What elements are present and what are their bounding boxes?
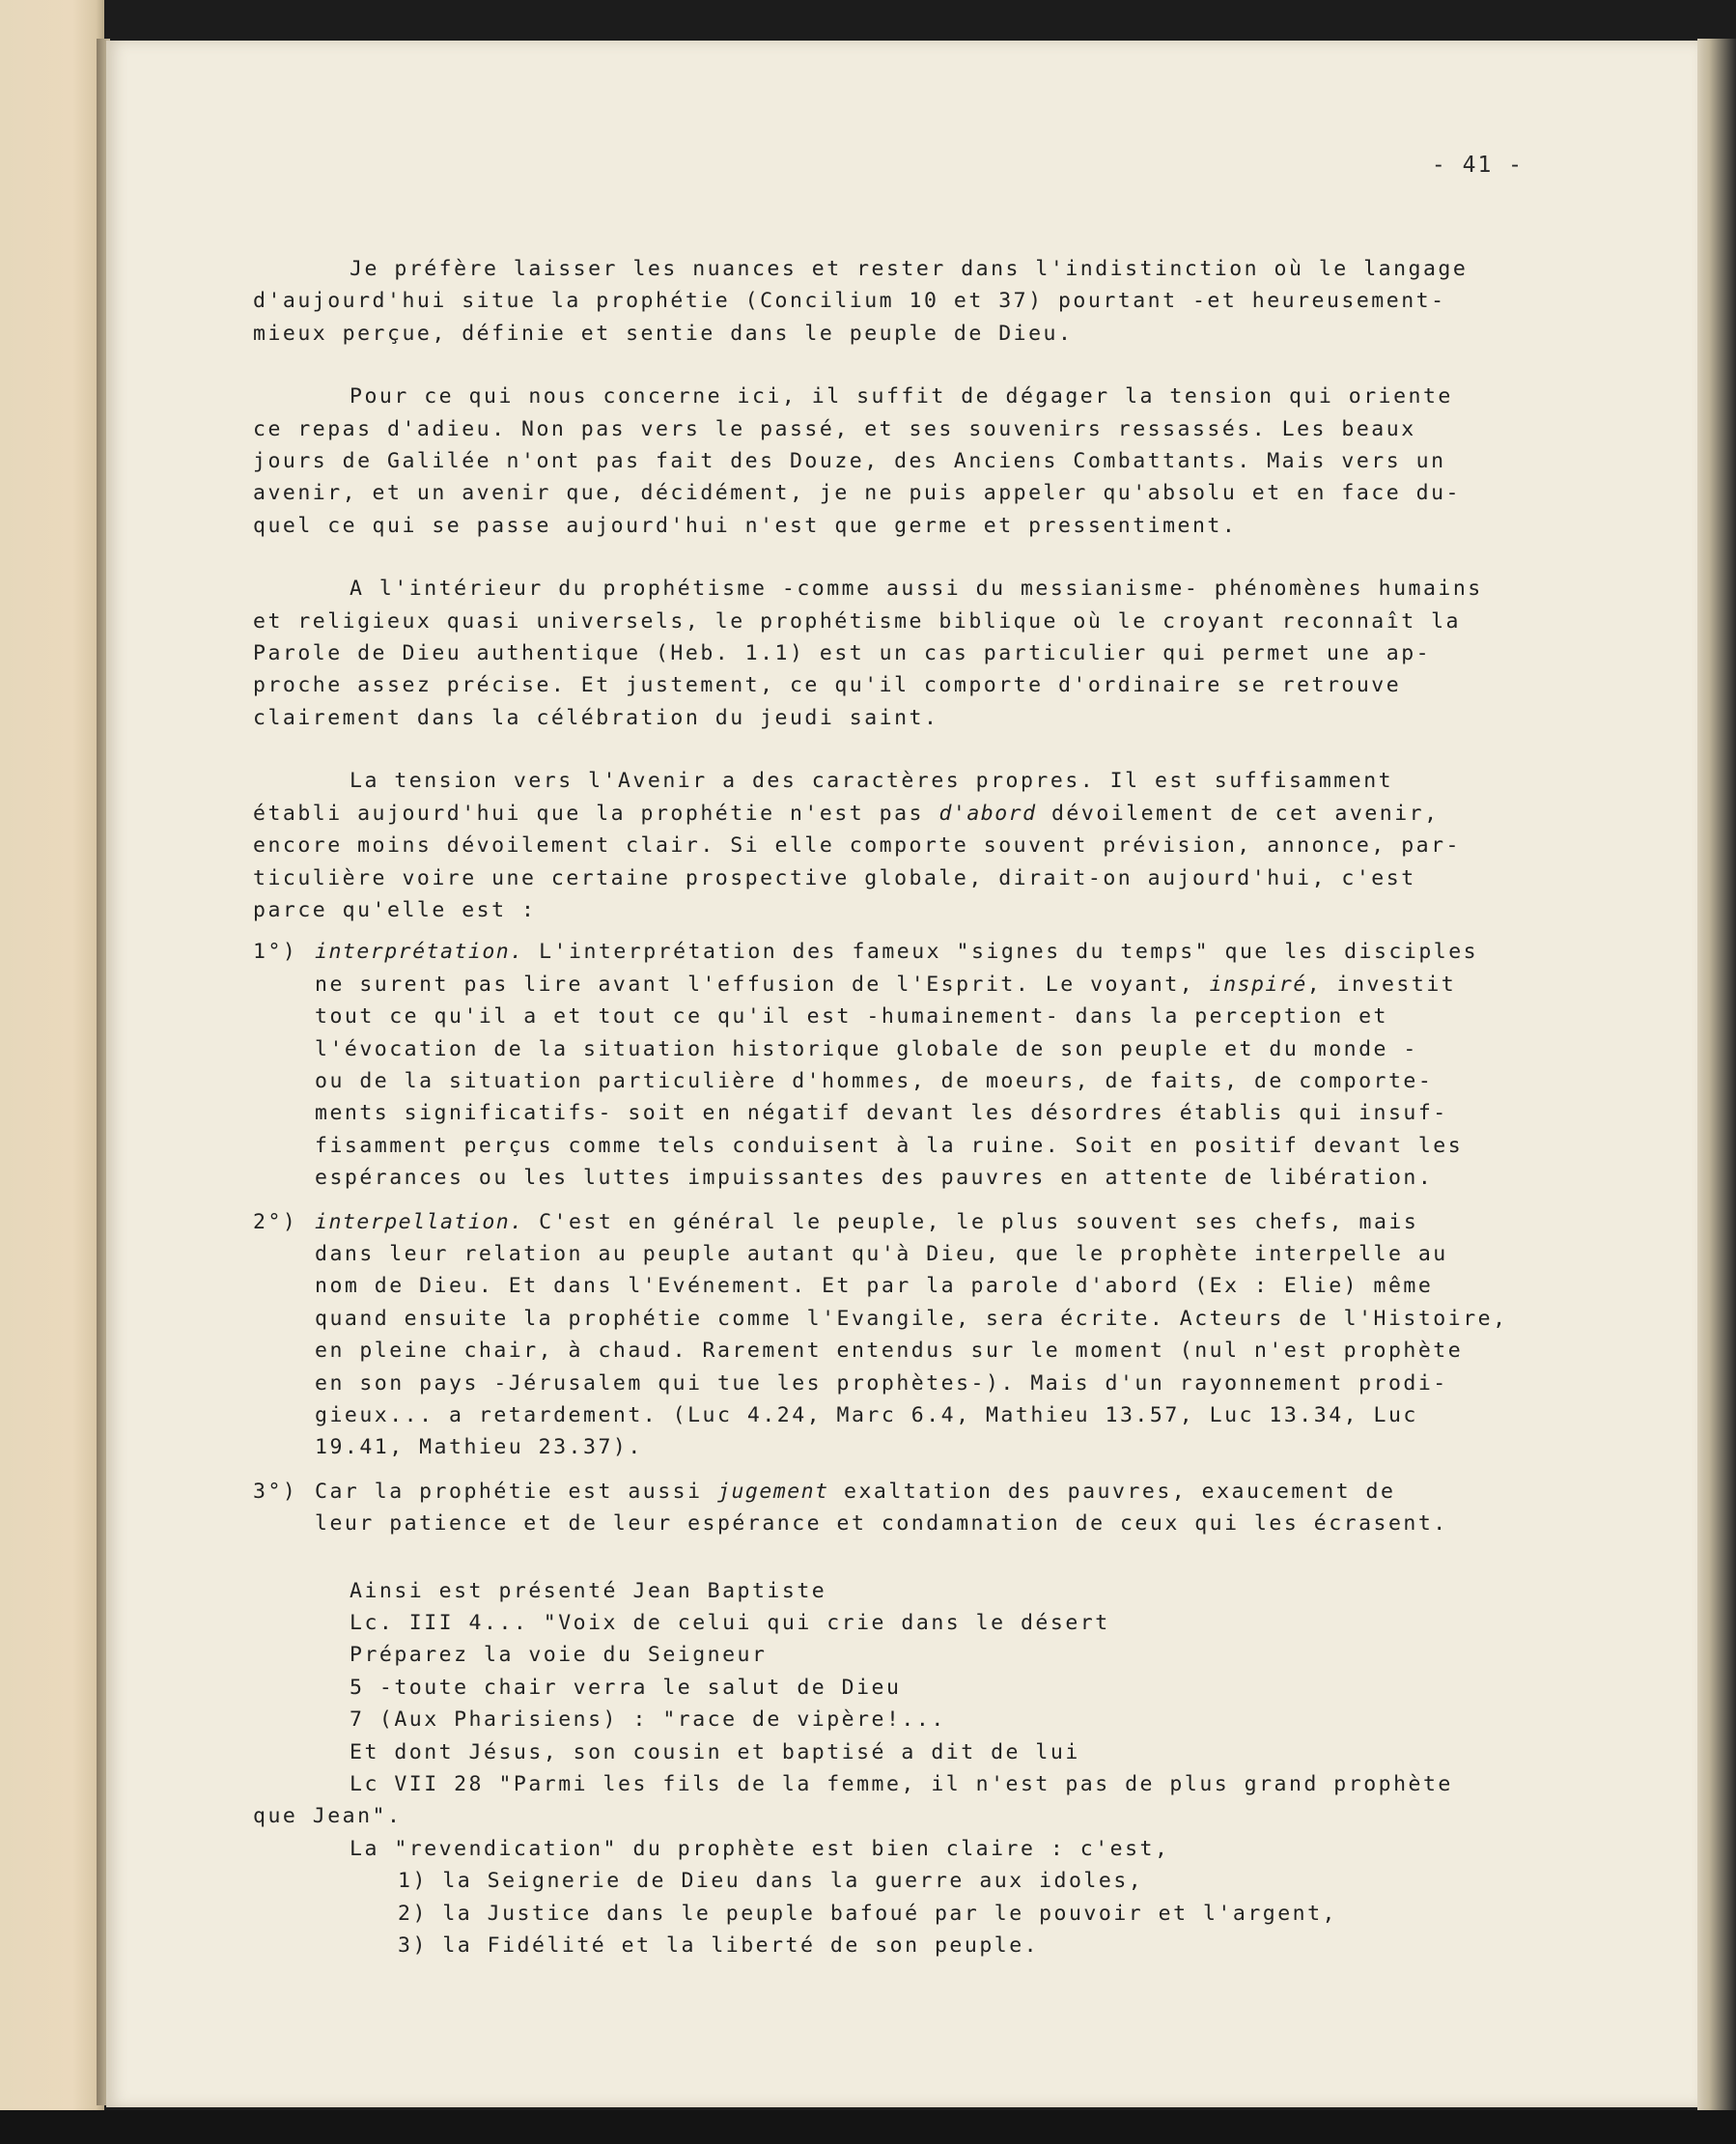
text-line: clairement dans la célébration du jeudi saint. [253, 705, 939, 730]
text-run: , investit [1306, 972, 1457, 997]
text-line: proche assez précise. Et justement, ce qu'il comporte d'ordinaire se retrouve [253, 673, 1402, 698]
text-line: avenir, et un avenir que, décidément, je ne puis appeler qu'absolu et en face du- [253, 481, 1461, 506]
left-page-margin [0, 0, 104, 2110]
text-line: tout ce qu'il a et tout ce qu'il est -humainement- dans la perception et [315, 1004, 1388, 1030]
emphasis: jugement [717, 1479, 829, 1504]
text-line: Ainsi est présenté Jean Baptiste [350, 1578, 827, 1603]
text-line: gieux... a retardement. (Luc 4.24, Marc 6.4, Mathieu 13.57, Luc 13.34, Luc [315, 1403, 1418, 1427]
page-number: - 41 - [1431, 153, 1524, 178]
text-line [315, 969, 1605, 1001]
sub-item: 2) la Justice dans le peuple bafoué par le pouvoir et l'argent, [398, 1901, 1337, 1926]
text-line: l'évocation de la situation historique globale de son peuple et du monde - [315, 1036, 1418, 1061]
sub-item: 3) la Fidélité et la liberté de son peuple. [398, 1933, 1040, 1959]
sub-item: 1) la Seignerie de Dieu dans la guerre aux idoles, [398, 1869, 1144, 1894]
text-line: nom de Dieu. Et dans l'Evénement. Et par la parole d'abord (Ex : Elie) même [315, 1274, 1434, 1299]
text-line: que Jean". [253, 1804, 403, 1829]
text-line: Lc VII 28 "Parmi les fils de la femme, il n'est pas de plus grand prophète [350, 1772, 1453, 1797]
numbered-item-interpretation [253, 936, 1605, 1194]
text-line [315, 936, 1605, 968]
emphasis: interprétation. [315, 940, 524, 965]
text-run: ne surent pas lire avant l'effusion de l'Esprit. Le voyant, [315, 972, 1210, 997]
paragraph-tension-avenir [253, 765, 1605, 926]
text-line: en pleine chair, à chaud. Rarement entendus sur le moment (nul n'est prophète [315, 1339, 1464, 1364]
text-line: jours de Galilée n'ont pas fait des Douze, des Anciens Combattants. Mais vers un [253, 449, 1446, 474]
text-line: Lc. III 4... "Voix de celui qui crie dans le désert [350, 1611, 1110, 1636]
text-line: fisamment perçus comme tels conduisent à la ruine. Soit en positif devant les [315, 1133, 1464, 1158]
emphasis: interpellation. [315, 1209, 524, 1234]
text-line: ments significatifs- soit en négatif devant les désordres établis qui insuf- [315, 1101, 1448, 1126]
text-line: d'aujourd'hui situe la prophétie (Concilium 10 et 37) pourtant -et heureusement- [253, 289, 1446, 314]
text-line: dans leur relation au peuple autant qu'à Dieu, que le prophète interpelle au [315, 1241, 1448, 1266]
emphasis: inspiré [1209, 972, 1307, 997]
text-line: ce repas d'adieu. Non pas vers le passé, et ses souvenirs ressassés. Les beaux [253, 416, 1416, 441]
text-run: exaltation des pauvres, exaucement de [828, 1479, 1396, 1504]
text-line: Et dont Jésus, son cousin et baptisé a dit de lui [350, 1739, 1080, 1764]
body-text [253, 253, 1605, 1962]
paragraph-indistinction [253, 253, 1605, 350]
text-line: Préparez la voie du Seigneur [350, 1643, 768, 1668]
item-number: 2°) [253, 1209, 298, 1234]
text-line: et religieux quasi universels, le prophétisme biblique où le croyant reconnaît la [253, 608, 1461, 634]
text-line [315, 1206, 1605, 1238]
text-line: encore moins dévoilement clair. Si elle comporte souvent prévision, annonce, par- [253, 833, 1461, 859]
text-run: établi aujourd'hui que la prophétie n'est pas [253, 801, 939, 826]
text-run: C'est en général le peuple, le plus souvent ses chefs, mais [523, 1209, 1419, 1234]
text-line: La "revendication" du prophète est bien claire : c'est, [350, 1836, 1170, 1861]
text-line: quand ensuite la prophétie comme l'Evangile, sera écrite. Acteurs de l'Histoire, [315, 1306, 1508, 1331]
text-line: en son pays -Jérusalem qui tue les prophètes-). Mais d'un rayonnement prodi- [315, 1370, 1448, 1396]
text-line: ticulière voire une certaine prospective globale, dirait-on aujourd'hui, c'est [253, 865, 1416, 890]
scan-border [0, 2110, 1736, 2144]
text-line: 5 -toute chair verra le salut de Dieu [350, 1675, 902, 1700]
numbered-item-interpellation [253, 1206, 1605, 1464]
text-line: espérances ou les luttes impuissantes des pauvres en attente de libération. [315, 1166, 1434, 1191]
quotation-block [253, 1575, 1605, 1962]
text-line: Parole de Dieu authentique (Heb. 1.1) est un cas particulier qui permet une ap- [253, 641, 1432, 666]
text-line: quel ce qui se passe aujourd'hui n'est que germe et pressentiment. [253, 513, 1238, 538]
text-run: Car la prophétie est aussi [315, 1479, 717, 1504]
text-line: Pour ce qui nous concerne ici, il suffit de dégager la tension qui oriente [350, 384, 1453, 409]
text-line: A l'intérieur du prophétisme -comme aussi du messianisme- phénomènes humains [350, 577, 1483, 602]
text-line: leur patience et de leur espérance et condamnation de ceux qui les écrasent. [315, 1511, 1448, 1537]
numbered-item-jugement [253, 1476, 1605, 1540]
text-line: La tension vers l'Avenir a des caractères propres. Il est suffisamment [350, 769, 1394, 794]
text-line: ou de la situation particulière d'hommes, de moeurs, de faits, de comporte- [315, 1068, 1434, 1093]
paragraph-repas-adieu [253, 381, 1605, 542]
text-line [315, 1476, 1605, 1508]
text-line: mieux perçue, définie et sentie dans le peuple de Dieu. [253, 321, 1074, 346]
emphasis: d'abord [938, 801, 1037, 826]
text-run: L'interprétation des fameux "signes du temps" que les disciples [523, 940, 1479, 965]
item-number: 3°) [253, 1479, 298, 1504]
text-line: 19.41, Mathieu 23.37). [315, 1435, 643, 1460]
text-run: dévoilement de cet avenir, [1036, 801, 1440, 826]
page-edge [1697, 39, 1736, 2115]
paragraph-prophetisme [253, 573, 1605, 734]
item-number: 1°) [253, 940, 298, 965]
text-line: 7 (Aux Pharisiens) : "race de vipère!... [350, 1707, 946, 1733]
text-line: Je préfère laisser les nuances et rester dans l'indistinction où le langage [350, 257, 1469, 281]
text-line [253, 798, 1605, 830]
text-line: parce qu'elle est : [253, 897, 537, 922]
